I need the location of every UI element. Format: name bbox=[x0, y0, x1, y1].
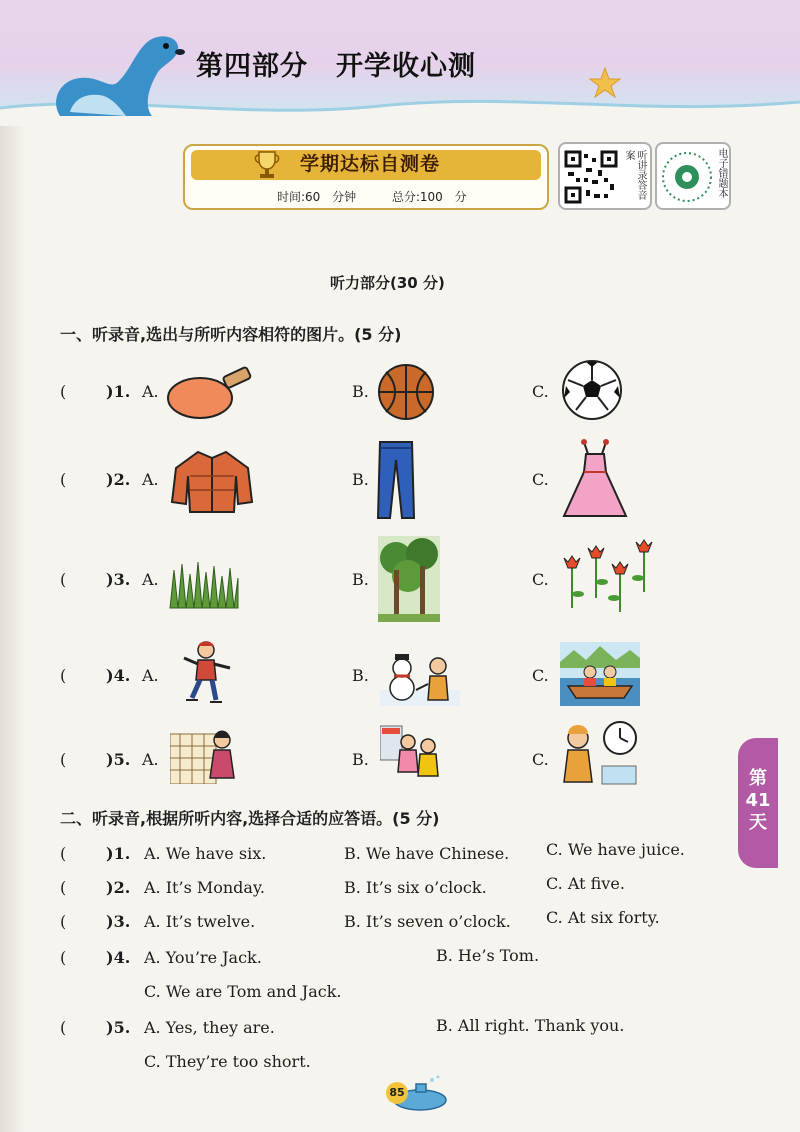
option-c-label: C. bbox=[532, 750, 549, 769]
question-number: )4. bbox=[106, 666, 131, 685]
option-c-label: C. bbox=[532, 666, 549, 685]
jacket-icon bbox=[168, 446, 256, 516]
option-c-label: C. bbox=[532, 570, 549, 589]
page-binding-edge bbox=[0, 0, 26, 1132]
option-a[interactable]: A. We have six. bbox=[144, 844, 267, 863]
option-b[interactable]: B. He’s Tom. bbox=[436, 946, 540, 965]
page-title: 第四部分 开学收心测 bbox=[196, 51, 476, 82]
option-b-label: B. bbox=[352, 470, 369, 489]
option-a-label: A. bbox=[142, 750, 159, 769]
question-number: )4. bbox=[106, 948, 131, 967]
part1-heading: 一、听录音,选出与所听内容相符的图片。(5 分) bbox=[60, 325, 402, 344]
question-number: )5. bbox=[106, 750, 131, 769]
option-a[interactable]: A. It’s twelve. bbox=[144, 912, 256, 931]
option-b-label: B. bbox=[352, 666, 369, 685]
page-number: 85 bbox=[386, 1082, 408, 1104]
option-a-label: A. bbox=[142, 382, 159, 401]
option-a[interactable]: A. You’re Jack. bbox=[144, 948, 262, 967]
option-c[interactable]: C. At six forty. bbox=[546, 908, 660, 927]
ping-pong-paddle-icon bbox=[166, 362, 256, 422]
soccer-ball-icon bbox=[560, 358, 624, 422]
mini-program-code-icon bbox=[661, 150, 713, 204]
qr-label-error-book: 电子错题本 bbox=[716, 148, 727, 198]
question-number: )3. bbox=[106, 570, 131, 589]
answer-paren[interactable]: ( bbox=[60, 666, 67, 685]
answer-paren[interactable]: ( bbox=[60, 844, 67, 863]
answer-paren[interactable]: ( bbox=[60, 878, 67, 897]
qr-code-error-book[interactable] bbox=[655, 142, 731, 210]
option-c[interactable]: C. They’re too short. bbox=[144, 1052, 311, 1071]
snowman-scene-icon bbox=[380, 644, 460, 706]
option-c-label: C. bbox=[532, 382, 549, 401]
day-tab-label: 第41天 bbox=[745, 768, 771, 833]
option-a[interactable]: A. It’s Monday. bbox=[144, 878, 265, 897]
option-b[interactable]: B. We have Chinese. bbox=[344, 844, 510, 863]
qr-code-answers[interactable] bbox=[558, 142, 652, 210]
question-number: )3. bbox=[106, 912, 131, 931]
answer-paren[interactable]: ( bbox=[60, 382, 67, 401]
test-meta bbox=[277, 188, 467, 205]
option-c[interactable]: C. We have juice. bbox=[546, 840, 685, 859]
girl-and-clock-icon bbox=[560, 716, 640, 788]
option-b-label: B. bbox=[352, 750, 369, 769]
trousers-icon bbox=[376, 440, 416, 520]
question-number: )2. bbox=[106, 878, 131, 897]
answer-paren[interactable]: ( bbox=[60, 1018, 67, 1037]
option-b[interactable]: B. It’s seven o’clock. bbox=[344, 912, 511, 931]
option-a-label: A. bbox=[142, 470, 159, 489]
listening-heading: 听力部分(30 分) bbox=[330, 274, 445, 292]
option-b[interactable]: B. All right. Thank you. bbox=[436, 1016, 625, 1035]
test-time: 时间:60 分钟 bbox=[277, 190, 357, 204]
part2-heading: 二、听录音,根据所听内容,选择合适的应答语。(5 分) bbox=[60, 809, 440, 828]
girl-at-fence-icon bbox=[170, 726, 240, 784]
trophy-icon bbox=[250, 147, 284, 181]
test-score: 总分:100 分 bbox=[391, 190, 467, 204]
dress-icon bbox=[560, 438, 630, 520]
option-b-label: B. bbox=[352, 570, 369, 589]
qr-code-icon bbox=[564, 150, 618, 204]
option-b-label: B. bbox=[352, 382, 369, 401]
qr-label-answers: 听讲录答音案 bbox=[623, 150, 646, 200]
tulips-icon bbox=[560, 538, 656, 614]
answer-paren[interactable]: ( bbox=[60, 470, 67, 489]
question-number: )2. bbox=[106, 470, 131, 489]
skating-child-icon bbox=[176, 638, 236, 708]
question-number: )5. bbox=[106, 1018, 131, 1037]
option-c[interactable]: C. At five. bbox=[546, 874, 625, 893]
option-b[interactable]: B. It’s six o’clock. bbox=[344, 878, 487, 897]
answer-paren[interactable]: ( bbox=[60, 912, 67, 931]
boating-scene-icon bbox=[560, 642, 640, 706]
answer-paren[interactable]: ( bbox=[60, 570, 67, 589]
test-title: 学期达标自测卷 bbox=[300, 153, 441, 175]
answer-paren[interactable]: ( bbox=[60, 948, 67, 967]
option-c-label: C. bbox=[532, 470, 549, 489]
option-a[interactable]: A. Yes, they are. bbox=[144, 1018, 275, 1037]
grass-icon bbox=[168, 560, 240, 610]
starfish-icon bbox=[588, 66, 622, 100]
option-c[interactable]: C. We are Tom and Jack. bbox=[144, 982, 342, 1001]
trees-icon bbox=[378, 536, 440, 622]
question-number: )1. bbox=[106, 382, 131, 401]
option-a-label: A. bbox=[142, 666, 159, 685]
answer-paren[interactable]: ( bbox=[60, 750, 67, 769]
option-a-label: A. bbox=[142, 570, 159, 589]
question-number: )1. bbox=[106, 844, 131, 863]
children-at-store-icon bbox=[380, 722, 440, 786]
basketball-icon bbox=[376, 362, 436, 422]
seal-mascot-icon bbox=[40, 20, 190, 120]
